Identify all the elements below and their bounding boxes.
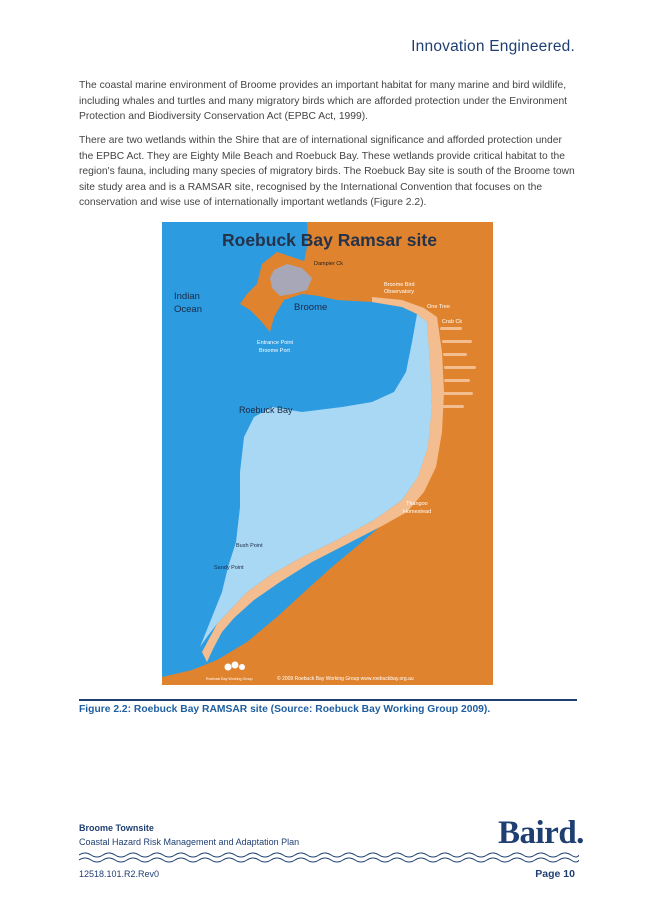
map-label-dampier: Dampier Ck bbox=[314, 261, 344, 267]
map-label-crab: Crab Ck bbox=[442, 319, 463, 325]
map-label-sandy-point: Sandy Point bbox=[214, 565, 244, 571]
map-label-indian: Indian bbox=[174, 291, 200, 302]
map-label-roebuck-bay: Roebuck Bay bbox=[239, 405, 293, 415]
map-label-thangoo-2: Homestead bbox=[403, 509, 432, 515]
roebuck-bay-map bbox=[162, 222, 493, 685]
map-label-group-small: Roebuck Bay Working Group bbox=[206, 677, 253, 681]
map-label-observatory-2: Observatory bbox=[384, 289, 414, 295]
baird-logo: Baird. bbox=[498, 815, 584, 851]
footer-project-title: Broome Townsite bbox=[79, 823, 154, 833]
map-copyright: © 2009 Roebuck Bay Working Group www.roebuckbay.org.au bbox=[277, 676, 414, 682]
body-paragraph-2: There are two wetlands within the Shire that are of international significance and afforded protection under the EPBC Act. They are Eighty Mile Beach and Roebuck Bay. These wetlands provide critical habitat to the region's fauna, including many species of migratory birds. The Roebuck Bay site is south of the Broome town site study area and is a RAMSAR site, recognised by the International Convention that focuses on the conservation and wise use of internationally important wetlands (Figure 2.2). bbox=[79, 135, 575, 209]
footer-page-number: Page 10 bbox=[535, 868, 575, 880]
map-label-ocean: Ocean bbox=[174, 304, 202, 315]
map-label-bush-point: Bush Point bbox=[236, 543, 263, 549]
footer-wave-divider bbox=[79, 850, 579, 866]
header-tagline: Innovation Engineered. bbox=[411, 38, 575, 55]
map-label-entrance-1: Entrance Point bbox=[257, 340, 294, 346]
map-label-broome: Broome bbox=[294, 302, 328, 313]
map-label-observatory-1: Broome Bird bbox=[384, 282, 415, 288]
figure-caption: Figure 2.2: Roebuck Bay RAMSAR site (Source: Roebuck Bay Working Group 2009). bbox=[79, 704, 491, 715]
body-paragraph-1: The coastal marine environment of Broome provides an important habitat for many marine and bird wildlife, including whales and turtles and many migratory birds which are afforded protection under the Environment Protection and Biodiversity Conservation Act (EPBC Act, 1999). bbox=[79, 80, 568, 123]
map-title: Roebuck Bay Ramsar site bbox=[222, 230, 437, 250]
map-label-thangoo-1: Thangoo bbox=[406, 501, 428, 507]
map-label-entrance-2: Broome Port bbox=[259, 348, 290, 354]
map-label-one-tree: One Tree bbox=[427, 304, 450, 310]
caption-top-rule bbox=[79, 699, 577, 701]
footer-subtitle: Coastal Hazard Risk Management and Adaptation Plan bbox=[79, 837, 300, 847]
footer-doc-id: 12518.101.R2.Rev0 bbox=[79, 869, 160, 879]
